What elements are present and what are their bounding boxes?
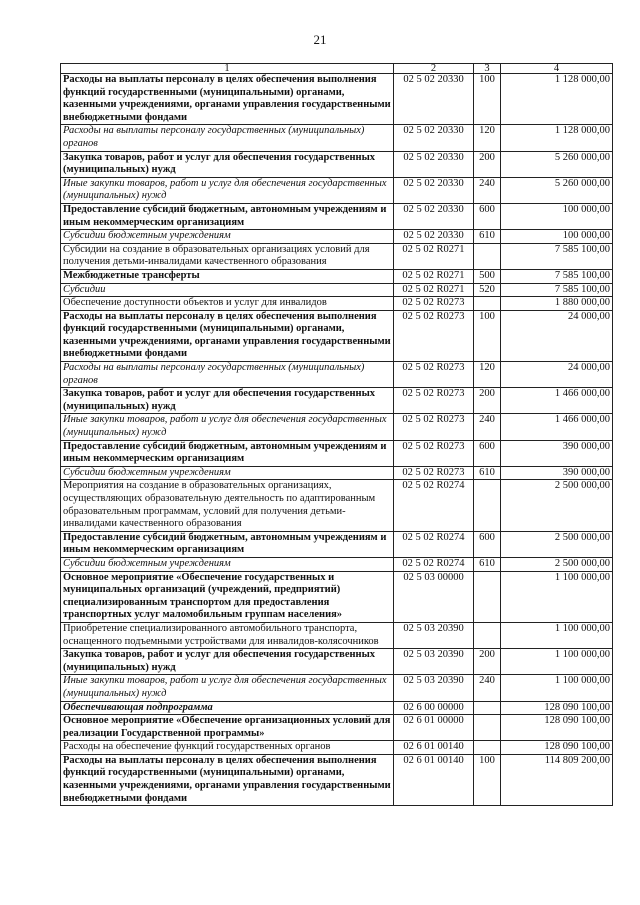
row-type-cell: 600 (474, 531, 501, 557)
row-amount-cell: 390 000,00 (501, 440, 613, 466)
row-type-cell: 200 (474, 649, 501, 675)
row-code-cell: 02 5 03 20390 (394, 649, 474, 675)
row-type-cell: 240 (474, 675, 501, 701)
row-type-cell: 200 (474, 388, 501, 414)
row-code-cell: 02 5 02 R0271 (394, 283, 474, 297)
row-type-cell: 240 (474, 414, 501, 440)
row-amount-cell: 7 585 100,00 (501, 269, 613, 283)
table-row (61, 754, 613, 805)
row-amount-cell: 114 809 200,00 (501, 754, 613, 805)
row-amount-cell: 1 100 000,00 (501, 571, 613, 622)
row-code-cell: 02 5 03 20390 (394, 622, 474, 648)
row-type-cell: 610 (474, 557, 501, 571)
header-col-3: 3 (474, 64, 501, 74)
row-type-cell (474, 571, 501, 622)
row-type-cell: 600 (474, 440, 501, 466)
row-amount-cell: 1 880 000,00 (501, 297, 613, 311)
header-col-2: 2 (394, 64, 474, 74)
row-type-cell: 100 (474, 74, 501, 125)
row-code-cell: 02 5 02 20330 (394, 125, 474, 151)
table-row (61, 701, 613, 715)
row-type-cell: 100 (474, 754, 501, 805)
row-name-cell: Субсидии бюджетным учреждениям (61, 230, 394, 244)
budget-table (60, 63, 613, 806)
table-row (61, 269, 613, 283)
row-name-cell: Субсидии на создание в образовательных организациях условий для получения детьми-инвалидами качественного образования (61, 243, 394, 269)
row-amount-cell: 1 466 000,00 (501, 414, 613, 440)
row-type-cell (474, 622, 501, 648)
row-code-cell: 02 6 01 00000 (394, 715, 474, 741)
row-type-cell: 200 (474, 151, 501, 177)
row-type-cell (474, 297, 501, 311)
table-row (61, 151, 613, 177)
row-name-cell: Расходы на выплаты персоналу государственных (муниципальных) органов (61, 125, 394, 151)
row-amount-cell: 1 100 000,00 (501, 622, 613, 648)
row-code-cell: 02 5 02 20330 (394, 151, 474, 177)
row-code-cell: 02 5 03 20390 (394, 675, 474, 701)
row-code-cell: 02 5 02 R0273 (394, 440, 474, 466)
row-type-cell (474, 243, 501, 269)
row-name-cell: Расходы на выплаты персоналу в целях обеспечения выполнения функций государственными (муниципальными) органами, казенными учреждениями, органами управления государственными внебюджетными фондами (61, 754, 394, 805)
row-amount-cell: 100 000,00 (501, 230, 613, 244)
table-row (61, 466, 613, 480)
table-row (61, 203, 613, 229)
row-name-cell: Мероприятия на создание в образовательных организациях, осуществляющих образовательную деятельность по адаптированным образовательным программам, условий для получения детьми-инвалидами качественного образования (61, 480, 394, 531)
table-row (61, 571, 613, 622)
row-name-cell: Субсидии бюджетным учреждениям (61, 557, 394, 571)
table-row (61, 283, 613, 297)
row-amount-cell: 2 500 000,00 (501, 480, 613, 531)
row-amount-cell: 1 128 000,00 (501, 125, 613, 151)
row-code-cell: 02 5 02 20330 (394, 74, 474, 125)
row-code-cell: 02 5 02 20330 (394, 203, 474, 229)
table-row (61, 715, 613, 741)
row-name-cell: Предоставление субсидий бюджетным, автономным учреждениям и иным некоммерческим организациям (61, 531, 394, 557)
header-row (61, 64, 613, 74)
row-code-cell: 02 5 02 R0273 (394, 310, 474, 361)
row-name-cell: Обеспечивающая подпрограмма (61, 701, 394, 715)
row-name-cell: Межбюджетные трансферты (61, 269, 394, 283)
row-type-cell (474, 701, 501, 715)
row-code-cell: 02 5 03 00000 (394, 571, 474, 622)
row-name-cell: Расходы на выплаты персоналу государственных (муниципальных) органов (61, 362, 394, 388)
row-amount-cell: 1 100 000,00 (501, 675, 613, 701)
row-code-cell: 02 5 02 20330 (394, 177, 474, 203)
table-row (61, 125, 613, 151)
row-type-cell (474, 715, 501, 741)
row-code-cell: 02 6 01 00140 (394, 741, 474, 755)
row-name-cell: Основное мероприятие «Обеспечение государственных и муниципальных организаций (учреждений, предприятий) специализированным транспортом для предоставления транспортных услуг маломобильным группам населения» (61, 571, 394, 622)
table-row (61, 649, 613, 675)
row-amount-cell: 1 466 000,00 (501, 388, 613, 414)
table-row (61, 243, 613, 269)
table-row (61, 177, 613, 203)
row-type-cell: 600 (474, 203, 501, 229)
row-code-cell: 02 6 00 00000 (394, 701, 474, 715)
table-row (61, 440, 613, 466)
row-code-cell: 02 5 02 R0273 (394, 388, 474, 414)
row-name-cell: Иные закупки товаров, работ и услуг для обеспечения государственных (муниципальных) нужд (61, 414, 394, 440)
row-type-cell: 120 (474, 125, 501, 151)
table-row (61, 622, 613, 648)
row-name-cell: Субсидии бюджетным учреждениям (61, 466, 394, 480)
row-code-cell: 02 5 02 R0273 (394, 362, 474, 388)
row-amount-cell: 390 000,00 (501, 466, 613, 480)
row-code-cell: 02 5 02 20330 (394, 230, 474, 244)
row-type-cell: 610 (474, 466, 501, 480)
table-row (61, 310, 613, 361)
row-amount-cell: 1 100 000,00 (501, 649, 613, 675)
page-number: 21 (313, 32, 327, 47)
row-name-cell: Закупка товаров, работ и услуг для обеспечения государственных (муниципальных) нужд (61, 388, 394, 414)
row-amount-cell: 7 585 100,00 (501, 243, 613, 269)
row-amount-cell: 100 000,00 (501, 203, 613, 229)
row-type-cell: 100 (474, 310, 501, 361)
row-amount-cell: 5 260 000,00 (501, 151, 613, 177)
row-type-cell: 610 (474, 230, 501, 244)
table-row (61, 675, 613, 701)
row-code-cell: 02 5 02 R0273 (394, 414, 474, 440)
row-amount-cell: 128 090 100,00 (501, 741, 613, 755)
row-code-cell: 02 5 02 R0273 (394, 466, 474, 480)
table-body (61, 74, 613, 806)
row-code-cell: 02 5 02 R0273 (394, 297, 474, 311)
row-code-cell: 02 6 01 00140 (394, 754, 474, 805)
table-row (61, 297, 613, 311)
row-name-cell: Приобретение специализированного автомобильного транспорта, оснащенного подъемными устройствами для инвалидов-колясочников (61, 622, 394, 648)
row-type-cell: 520 (474, 283, 501, 297)
table-row (61, 230, 613, 244)
row-amount-cell: 2 500 000,00 (501, 531, 613, 557)
header-col-4: 4 (501, 64, 613, 74)
table-row (61, 531, 613, 557)
row-code-cell: 02 5 02 R0271 (394, 269, 474, 283)
table-row (61, 388, 613, 414)
row-name-cell: Закупка товаров, работ и услуг для обеспечения государственных (муниципальных) нужд (61, 649, 394, 675)
row-name-cell: Субсидии (61, 283, 394, 297)
row-type-cell (474, 741, 501, 755)
row-name-cell: Основное мероприятие «Обеспечение организационных условий для реализации Государственной программы» (61, 715, 394, 741)
header-col-1: 1 (61, 64, 394, 74)
row-name-cell: Закупка товаров, работ и услуг для обеспечения государственных (муниципальных) нужд (61, 151, 394, 177)
row-name-cell: Расходы на обеспечение функций государственных органов (61, 741, 394, 755)
row-amount-cell: 24 000,00 (501, 310, 613, 361)
table-row (61, 741, 613, 755)
row-name-cell: Предоставление субсидий бюджетным, автономным учреждениям и иным некоммерческим организациям (61, 440, 394, 466)
row-code-cell: 02 5 02 R0271 (394, 243, 474, 269)
table-row (61, 557, 613, 571)
row-amount-cell: 5 260 000,00 (501, 177, 613, 203)
row-amount-cell: 7 585 100,00 (501, 283, 613, 297)
row-amount-cell: 2 500 000,00 (501, 557, 613, 571)
row-name-cell: Расходы на выплаты персоналу в целях обеспечения выполнения функций государственными (муниципальными) органами, казенными учреждениями, органами управления государственными внебюджетными фондами (61, 310, 394, 361)
row-amount-cell: 128 090 100,00 (501, 701, 613, 715)
row-code-cell: 02 5 02 R0274 (394, 557, 474, 571)
row-name-cell: Иные закупки товаров, работ и услуг для обеспечения государственных (муниципальных) нужд (61, 177, 394, 203)
row-name-cell: Предоставление субсидий бюджетным, автономным учреждениям и иным некоммерческим организациям (61, 203, 394, 229)
table-row (61, 74, 613, 125)
row-amount-cell: 128 090 100,00 (501, 715, 613, 741)
row-name-cell: Расходы на выплаты персоналу в целях обеспечения выполнения функций государственными (муниципальными) органами, казенными учреждениями, органами управления государственными внебюджетными фондами (61, 74, 394, 125)
row-name-cell: Иные закупки товаров, работ и услуг для обеспечения государственных (муниципальных) нужд (61, 675, 394, 701)
row-amount-cell: 1 128 000,00 (501, 74, 613, 125)
row-type-cell: 240 (474, 177, 501, 203)
row-type-cell: 500 (474, 269, 501, 283)
row-type-cell (474, 480, 501, 531)
row-name-cell: Обеспечение доступности объектов и услуг для инвалидов (61, 297, 394, 311)
table-row (61, 362, 613, 388)
row-code-cell: 02 5 02 R0274 (394, 531, 474, 557)
table-row (61, 414, 613, 440)
row-amount-cell: 24 000,00 (501, 362, 613, 388)
row-type-cell: 120 (474, 362, 501, 388)
row-code-cell: 02 5 02 R0274 (394, 480, 474, 531)
table-row (61, 480, 613, 531)
